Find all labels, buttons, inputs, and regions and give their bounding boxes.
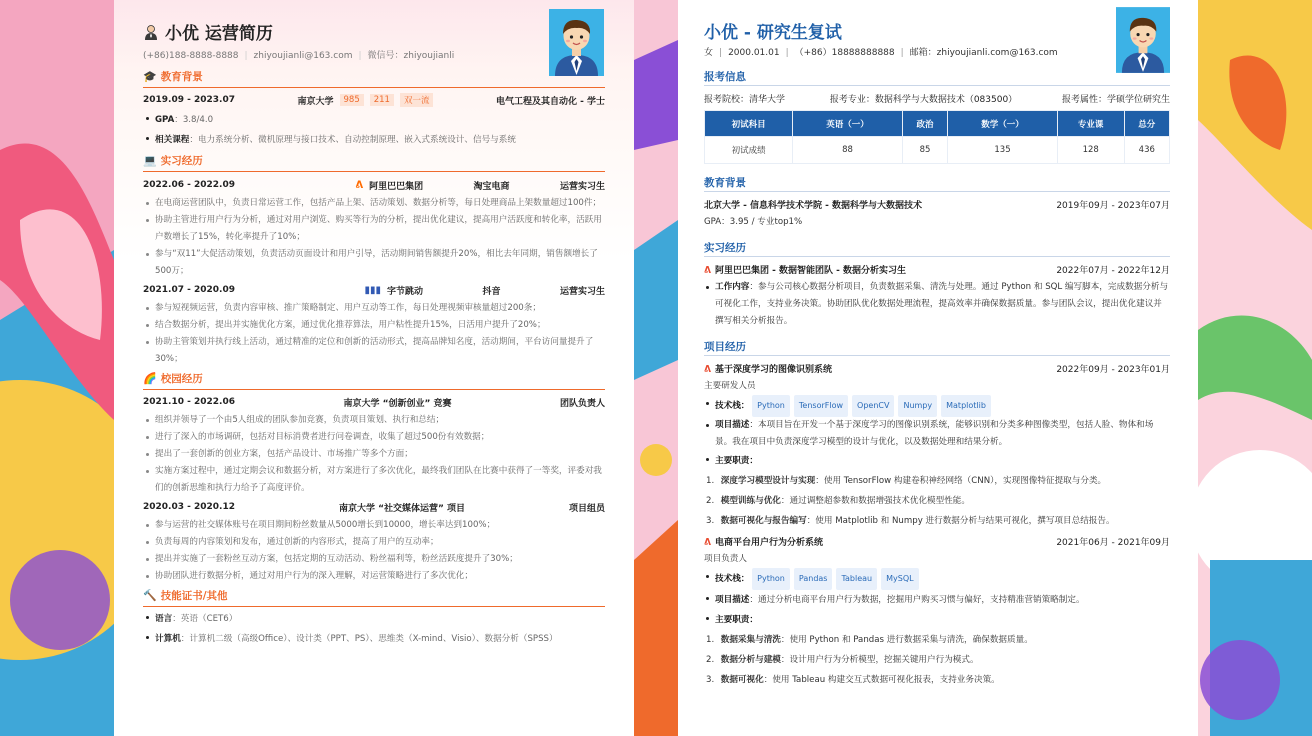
job-row: [143, 175, 605, 195]
label: 报考专业：: [829, 94, 875, 105]
tech-chip: MySQL: [881, 568, 918, 590]
duties-list: [704, 630, 1170, 690]
education-row: [143, 90, 605, 110]
activity: 南京大学 “社交媒体运营” 项目: [338, 503, 466, 514]
project-icon: ᕕ: [704, 537, 711, 548]
project-role: 主要研发人员: [704, 381, 756, 391]
period: 2021.07 - 2020.09: [143, 285, 235, 295]
table-cell: 128: [1057, 137, 1124, 164]
list-item: 协助主管进行用户行为分析，通过对用户浏览、购买等行为的分析，提出优化建议，提高用户活跃度和转化率，活跃用户数增长了15%，转化率提升了10%；: [143, 212, 605, 246]
period: 2022年07月 - 2022年12月: [1056, 265, 1170, 276]
company: 阿里巴巴集团: [369, 181, 424, 192]
list-item: 进行了深入的市场调研，包括对目标消费者进行问卷调查，收集了超过500份有效数据；: [143, 429, 605, 446]
period: 2021.10 - 2022.06: [143, 397, 235, 407]
table-cell: 88: [793, 137, 903, 164]
table-cell: 135: [948, 137, 1058, 164]
company: 字节跳动: [386, 286, 423, 297]
list-item: 组织并领导了一个由5人组成的团队参加竞赛，负责项目策划、执行和总结；: [143, 412, 605, 429]
resume-name: 小优 运营简历: [165, 24, 273, 44]
phone: （+86）18888888888: [794, 48, 895, 58]
contact-line: 女 | 2000.01.01 | （+86）18888888888 | 邮箱：zhiyoujianli.com@163.com: [704, 48, 1058, 58]
section-heading: [143, 587, 605, 607]
resume-operations: [114, 0, 634, 736]
table-header: 专业课: [1057, 111, 1124, 137]
tech-chip: Matplotlib: [941, 395, 991, 417]
project-icon: ᕕ: [704, 364, 711, 375]
bytedance-logo-icon: ▮▮▮: [364, 284, 381, 296]
job-bullets: [143, 195, 605, 280]
education-row: [704, 194, 1170, 214]
period: 2022.06 - 2022.09: [143, 180, 235, 190]
list-item: 3. 数据可视化：使用 Tableau 构建交互式数据可视化报表，支持业务决策。: [706, 675, 1000, 685]
tech-chip: Pandas: [794, 568, 833, 590]
list-item: 在电商运营团队中，负责日常运营工作，包括产品上架、活动策划、数据分析等，每日处理商品上架数量超过100件；: [143, 195, 605, 212]
internship-section: [704, 237, 1170, 330]
project-role: 项目负责人: [704, 554, 747, 564]
list-item: 提出并实施了一套粉丝互动方案，包括定期的互动活动、粉丝福利等，粉丝活跃度提升了30%；: [143, 551, 605, 568]
section-heading: [143, 68, 605, 88]
list-item: 技术栈： Python TensorFlow OpenCV Numpy Matplotlib: [704, 395, 1170, 417]
table-header: 初试科目: [705, 111, 793, 137]
tech-chip: Tableau: [836, 568, 877, 590]
phone: (+86)188-8888-8888: [143, 51, 239, 61]
list-item: 主要职责：: [704, 451, 1170, 471]
gender: 女: [704, 48, 714, 58]
skills-list: [143, 609, 605, 649]
alibaba-logo-icon: ᕕ: [704, 265, 711, 276]
job-row: [704, 259, 1170, 279]
internship-section: [143, 152, 605, 368]
apply-section: [704, 66, 1170, 164]
section-heading: [143, 370, 605, 390]
campus-bullets: [143, 517, 605, 585]
resume-graduate-interview: [678, 0, 1198, 736]
hammer-icon: 🔨: [143, 589, 157, 602]
graduation-cap-icon: 🎓: [143, 70, 157, 83]
email: zhiyoujianli@163.com: [253, 51, 353, 61]
list-item: 协助团队进行数据分析，通过对用户行为的深入理解，对运营策略进行了多次优化；: [143, 568, 605, 585]
wechat: 微信号：zhiyoujianli: [367, 51, 455, 61]
table-header: 总分: [1124, 111, 1169, 137]
list-item: 负责每周的内容策划和发布，通过创新的内容形式，提高了用户的互动率；: [143, 534, 605, 551]
avatar: [1116, 7, 1170, 73]
section-heading: 项目经历: [704, 336, 1170, 356]
label: 报考属性：: [1061, 94, 1107, 105]
table-cell: 初试成绩: [705, 137, 793, 164]
project-details: [704, 395, 1170, 471]
score-table: [704, 110, 1170, 164]
job-details: [704, 279, 1170, 330]
list-item: 3. 数据可视化与报告编写：使用 Matplotlib 和 Numpy 进行数据分析与结果可视化，撰写项目总结报告。: [706, 516, 1115, 526]
table-header-row: [705, 111, 1170, 137]
list-item: 结合数据分析，提出并实施优化方案，通过优化推荐算法，用户粘性提升15%，日活用户提升了20%；: [143, 317, 605, 334]
projects-section: [704, 336, 1170, 690]
role: 项目组员: [568, 503, 605, 514]
value: 清华大学: [749, 94, 786, 105]
list-item: 计算机：计算机二级（高级Office）、设计类（PPT、PS）、思维类（X-mind、Visio）、数据分析（SPSS）: [143, 629, 605, 649]
value: 学硕学位研究生: [1106, 94, 1170, 105]
skills-section: [143, 587, 605, 649]
list-item: 项目描述：通过分析电商平台用户行为数据，挖掘用户购买习惯与偏好，支持精准营销策略制定。: [704, 590, 1170, 610]
section-heading: 报考信息: [704, 66, 1170, 86]
list-item: 项目描述：本项目旨在开发一个基于深度学习的图像识别系统，能够识别和分类多种图像类型，包括人脸、物体和场景。我在项目中负责深度学习模型的设计与优化，以及数据处理和结果分析。: [704, 417, 1170, 451]
list-item: 2. 数据分析与建模：设计用户行为分析模型，挖掘关键用户行为模式。: [706, 655, 979, 665]
avatar: [549, 9, 604, 76]
campus-row: [143, 497, 605, 517]
list-item: 主要职责：: [704, 610, 1170, 630]
list-item: 语言：英语（CET6）: [143, 609, 605, 629]
section-heading: 实习经历: [704, 237, 1170, 257]
job-bullets: [143, 300, 605, 368]
rainbow-icon: 🌈: [143, 372, 157, 385]
tech-chip: TensorFlow: [794, 395, 848, 417]
person-icon: [143, 24, 159, 40]
birth-date: 2000.01.01: [728, 48, 780, 58]
project-row: [704, 358, 1170, 378]
school: 南京大学: [297, 96, 334, 107]
role: 团队负责人: [559, 398, 605, 409]
project-details: [704, 568, 1170, 630]
table-header: 政治: [902, 111, 947, 137]
campus-row: [143, 392, 605, 412]
role: 运营实习生: [559, 181, 605, 192]
list-item: 1. 深度学习模型设计与实现：使用 TensorFlow 构建卷积神经网络（CNN），实现图像特征提取与分类。: [706, 476, 1107, 486]
company: 阿里巴巴集团 - 数据智能团队 - 数据分析实习生: [714, 265, 906, 276]
email: 邮箱：zhiyoujianli.com@163.com: [909, 48, 1058, 58]
tech-chip: Numpy: [898, 395, 937, 417]
tech-chip: OpenCV: [852, 395, 894, 417]
job-row: [143, 280, 605, 300]
project-row: [704, 531, 1170, 551]
list-item: 参与“双11”大促活动策划，负责活动页面设计和用户引导，活动期间销售额提升20%，相比去年同期，销售额增长了500万；: [143, 246, 605, 280]
campus-section: [143, 370, 605, 585]
period: 2020.03 - 2020.12: [143, 502, 235, 512]
table-row: [705, 137, 1170, 164]
list-item: 工作内容：参与公司核心数据分析项目，负责数据采集、清洗与处理。通过 Python 和 SQL 编写脚本，完成数据分析与可视化工作，支持业务决策。协助团队优化数据处理流程，提高效率并确保数据质量。参与团队会议，提出优化建议并撰写相关分析报告。: [704, 279, 1170, 330]
department: 抖音: [482, 286, 501, 297]
campus-bullets: [143, 412, 605, 497]
table-cell: 85: [902, 137, 947, 164]
list-item: 1. 数据采集与清洗：使用 Python 和 Pandas 进行数据采集与清洗，确保数据质量。: [706, 635, 1033, 645]
activity: 南京大学 “创新创业” 竞赛: [343, 398, 452, 409]
section-title: 校园经历: [160, 373, 203, 385]
list-item: 2. 模型训练与优化：通过调整超参数和数据增强技术优化模型性能。: [706, 496, 970, 506]
school: 北京大学 - 信息科学技术学院 - 数据科学与大数据技术: [704, 200, 923, 211]
education-section: [704, 172, 1170, 231]
list-item: 提出了一套创新的创业方案，包括产品设计、市场推广等多个方面；: [143, 446, 605, 463]
major: 电气工程及其自动化 - 学士: [495, 96, 605, 107]
list-item: 相关课程：电力系统分析、微机原理与接口技术、自动控制原理、嵌入式系统设计、信号与系统: [143, 130, 605, 150]
resume-title: [143, 19, 273, 44]
tech-chip: Python: [752, 395, 790, 417]
list-item: 参与短视频运营，负责内容审核、推广策略制定、用户互动等工作，每日处理视频审核量超过200条；: [143, 300, 605, 317]
list-item: 技术栈： Python Pandas Tableau MySQL: [704, 568, 1170, 590]
resume-title: 小优 - 研究生复试: [704, 23, 842, 43]
gpa: GPA：3.95 / 专业top1%: [704, 217, 803, 227]
table-header: 英语（一）: [793, 111, 903, 137]
apply-row: [704, 88, 1170, 108]
list-item: 实施方案过程中，通过定期会议和数据分析，对方案进行了多次优化，最终我们团队在比赛中获得了一等奖，评委对我们的创新思维和执行力给予了高度评价。: [143, 463, 605, 497]
period: 2019年09月 - 2023年07月: [1056, 200, 1170, 211]
section-title: 技能证书/其他: [160, 590, 228, 602]
period: 2021年06月 - 2021年09月: [1056, 537, 1170, 548]
department: 淘宝电商: [473, 181, 510, 192]
list-item: GPA：3.8/4.0: [143, 110, 605, 130]
label: 报考院校：: [704, 94, 750, 105]
section-title: 实习经历: [160, 155, 203, 167]
project-name: 基于深度学习的图像识别系统: [714, 364, 832, 375]
tag-double-first-class: 双一流: [400, 93, 434, 107]
alibaba-logo-icon: ᕕ: [355, 179, 364, 191]
duties-list: [704, 471, 1170, 531]
value: 数据科学与大数据技术（083500）: [874, 94, 1018, 105]
education-section: [143, 68, 605, 150]
period: 2019.09 - 2023.07: [143, 95, 235, 105]
list-item: 参与运营的社交媒体账号在项目期间粉丝数量从5000增长到10000，增长率达到100%；: [143, 517, 605, 534]
tag-985: 985: [340, 94, 364, 106]
contact-line: (+86)188-8888-8888 | zhiyoujianli@163.com | 微信号：zhiyoujianli: [143, 51, 455, 61]
laptop-icon: 💻: [143, 154, 157, 167]
project-name: 电商平台用户行为分析系统: [714, 537, 823, 548]
education-details: [143, 110, 605, 150]
tech-chip: Python: [752, 568, 790, 590]
list-item: 协助主管策划并执行线上活动，通过精准的定位和创新的活动形式，提高品牌知名度，活动期间，平台访问量提升了30%；: [143, 334, 605, 368]
section-heading: [143, 152, 605, 172]
section-title: 教育背景: [160, 71, 203, 83]
table-header: 数学（一）: [948, 111, 1058, 137]
period: 2022年09月 - 2023年01月: [1056, 364, 1170, 375]
section-heading: 教育背景: [704, 172, 1170, 192]
tag-211: 211: [370, 94, 394, 106]
role: 运营实习生: [559, 286, 605, 297]
table-cell: 436: [1124, 137, 1169, 164]
